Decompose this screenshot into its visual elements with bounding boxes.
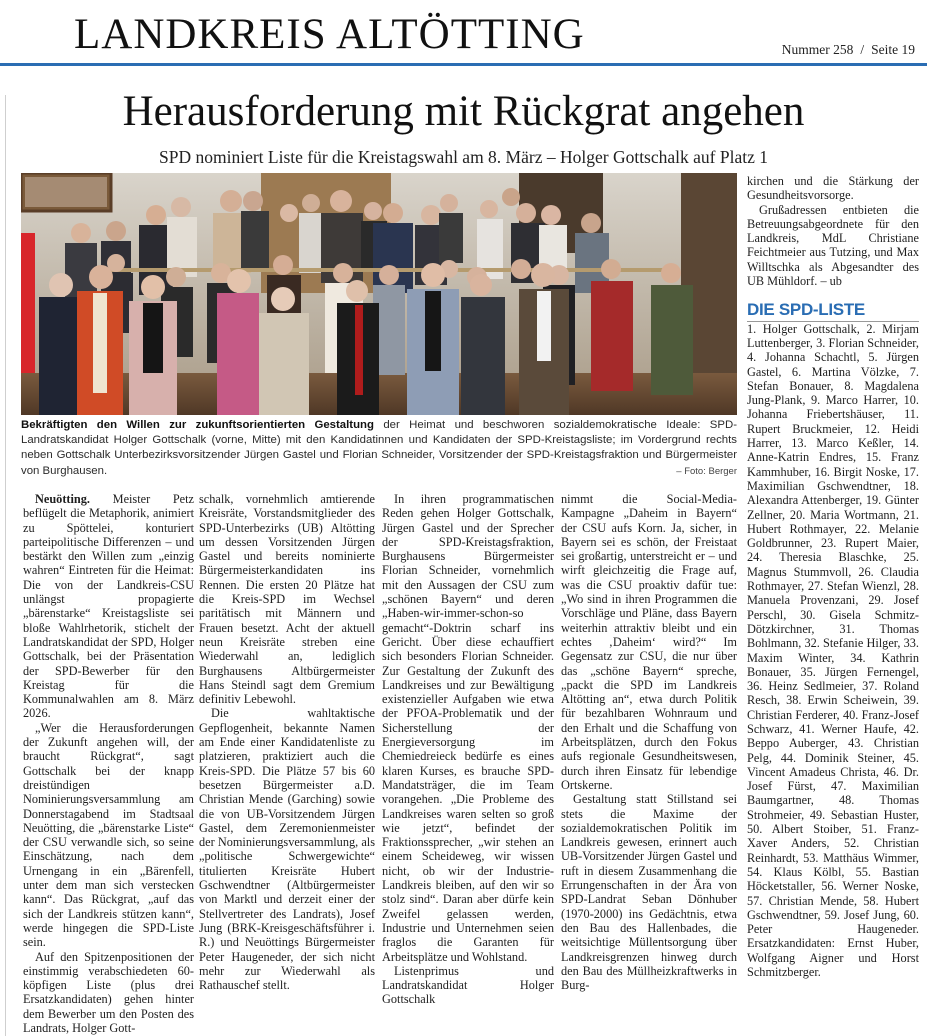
photo-caption (21, 418, 737, 479)
paragraph: nimmt die Social-Media-Kampagne „Daheim in Bayern“ der CSU aufs Korn. Ja, sicher, in Bayern sei es schön, der Freistaat sei großartig, unterstreicht er – und wirft gleichzeitig die Frage auf, was die CSU proaktiv dafür tue: „Wo sind in ihren Programmen die Vorschläge und Pläne, dass Bayern weiterhin attraktiv bleibt und ein echtes ‚Daheim‘ wird?“ Im Gegensatz zur CSU, die nur über das „schöne Bayern“ spreche, „packt die SPD im Landkreis Altötting an“, etwa durch Politik für bezahlbaren Wohnraum und den Erhalt und die Schaffung von Arbeitsplätzen, durch den Fokus aufs regionale Gesundheitswesen, durch ihren Einsatz für lebendige Ortskerne. (561, 492, 737, 792)
article-column-1 (23, 492, 194, 1035)
caption-lead: Bekräftigten den Willen zur zukunftsorientierten Gestaltung (21, 419, 374, 431)
paragraph-text: Meister Petz beflügelt die Metaphorik, animiert zu Spöttelei, konturiert parteipolitische Differenzen – und bestärkt den Willen zum „einzig wahren“ Eintreten für die Heimat: Die von der Landkreis-CSU unlängst propagierte „bärenstarke“ Kreistagsliste sei bloße Wahlrhetorik, stichelt der Landratskandidat der SPD, Holger Gottschalk, bei der Präsentation der SPD-Bewerber für den Kreistag für die Kommunalwahlen am 8. März 2026. (23, 492, 194, 721)
paragraph: Listenprimus und Landratskandidat Holger Gottschalk (382, 963, 554, 1007)
group-photo (21, 173, 737, 415)
spd-list-text: 1. Holger Gottschalk, 2. Mirjam Luttenberger, 3. Florian Schneider, 4. Johanna Schachtl, 5. Jürgen Gastel, 6. Martina Völzke, 7. Stefan Bonauer, 8. Magdalena Jung-Plank, 9. Marco Harrer, 10. Johanna Friebertshäuser, 11. Rupert Bruckmeier, 12. Heidi Harrer, 13. Marco Keßler, 14. Anne-Katrin Endres, 15. Franz Kammhuber, 16. Birgit Noske, 17. Maximilian Gschwendtner, 18. Alexandra Attenberger, 19. Günter Zellner, 20. Maria Wortmann, 21. Hubert Rothmayer, 22. Melanie Goldbrunner, 23. Rupert Maier, 24. Theresia Blaschke, 25. Magnus Stummvoll, 26. Claudia Rothmayer, 27. Stefan Wienzl, 28. Manuela Provenzani, 29. Josef Perschl, 30. Gisela Schmitz-Dötzkirchner, 31. Thomas Bohlmann, 32. Stefanie Hilger, 33. Maxim Winter, 34. Kathrin Bonauer, 35. Jürgen Fernengel, 36. Heinz Sedlmeier, 37. Roland Resch, 38. Erwin Scheiwein, 39. Christian Ferderer, 40. Franz-Josef Schwarz, 41. Werner Haufe, 42. Beppo Auberger, 43. Christian Pelg, 44. Dominik Steiner, 45. Vincent Amadeus Christa, 46. Dr. Josef Fürst, 47. Maximilian Baumgartner, 48. Thomas Strohmeier, 49. Sebastian Huster, 50. Albert Stoiber, 51. Franz-Xaver Anders, 52. Christian Reinhardt, 53. Matthäus Wimmer, 54. Klaus Kölbl, 55. Bastian Höcketstaller, 56. Werner Noske, 57. Christian Mende, 58. Hubert Gschwendtner, 59. Josef Jung, 60. Peter Haugeneder. Ersatzkandidaten: Ernst Huber, Wolfgang Aigner und Horst Schmitzberger. (747, 321, 919, 980)
page-margin-rule (5, 95, 6, 1036)
paragraph (23, 492, 194, 721)
section-title: LANDKREIS ALTÖTTING (74, 11, 585, 58)
paragraph: Die wahltaktische Gepflogenheit, bekannte Namen am Ende einer Kandidatenliste zu platzieren, praktiziert auch die Kreis-SPD. Die Plätze 57 bis 60 besetzen Bürgermeister a.D. Christian Mende (Garching) sowie die von UB-Vorsitzendem Jürgen Gastel, dem Zeremonienmeister der Nominierungsversammlung, als „politische Schwergewichte“ titulierten Kreisräte Hubert Gschwendtner (Altbürgermeister von Marktl und derzeit einer der Stellvertreter des Landrats), Josef Jung (BRK-Kreisgeschäftsführer i. R.) und Neuöttings Bürgermeister Peter Haugeneder, der sich nicht mehr zur Wiederwahl als Rathauschef stellt. (199, 706, 375, 993)
article-column-2 (199, 492, 375, 992)
masthead (0, 0, 927, 64)
article-column-5 (747, 174, 919, 979)
article-subheadline: SPD nominiert Liste für die Kreistagswahl am 8. März – Holger Gottschalk auf Platz 1 (159, 147, 768, 167)
paragraph: schalk, vornehmlich amtierende Kreisräte, Vorstandsmitglieder des SPD-Unterbezirks (UB) Altötting um dessen Vorsitzenden Jürgen Gastel und bereits nominierte Bürgermeisterkandidaten ins Rennen. Die ersten 20 Plätze hat die Kreis-SPD im Wechsel paritätisch mit Männern und Frauen besetzt. Acht der aktuell neun Kreisräte streben eine Wiederwahl an, lediglich Burghausens Altbürgermeister Hans Steindl sagt dem Gremium definitiv Lebewohl. (199, 492, 375, 707)
spd-list-heading: DIE SPD-LISTE (747, 303, 919, 321)
paragraph: Auf den Spitzenpositionen der einstimmig verabschiedeten 60-köpfigen Liste (plus drei Ersatzkandidaten) gehen hinter dem Bewerber um den Posten des Landrats, Holger Gott- (23, 949, 194, 1035)
article-column-3 (382, 492, 554, 1007)
article-headline: Herausforderung mit Rückgrat angehen (122, 88, 805, 135)
paragraph: Grußadressen entbieten die Betreuungsabgeordnete für den Landkreis, MdL Christiane Feichtmeier aus Tutzing, und Max Willtschka als Abgesandter des UB Mühldorf. – ub (747, 202, 919, 289)
photo-credit: – Foto: Berger (676, 465, 737, 477)
paragraph: Gestaltung statt Stillstand sei stets die Maxime der sozialdemokratischen Politik im Landkreis gewesen, erinnert auch UB-Vorsitzender Jürgen Gastel und ruft in diesem Zusammenhang die Errungenschaften in der Ära von SPD-Landrat Seban Dönhuber (1970-2000) ins Gedächtnis, etwa den Bau des Hallenbades, die weitsichtige Müllentsorgung über Landkreisgrenzen hinweg durch den Bau des Müllheizkraftwerks in Burg- (561, 792, 737, 993)
issue-separator: / (860, 42, 865, 57)
paragraph: In ihren programmatischen Reden gehen Holger Gottschalk, Jürgen Gastel und der Sprecher der SPD-Kreistagsfraktion, Burghausens Bürgermeister Florian Schneider, vornehmlich mit den Aussagen der CSU zum „schönen Bayern“ und deren „Haben-wir-immer-schon-so gemacht“-Doktrin scharf ins Gericht. Über diese echauffiert sich besonders Florian Schneider. Zur Gestaltung der Zukunft des Landkreises und zur Bewältigung existenzieller Aufgaben wie etwa der PFOA-Problematik und der Sicherstellung der Energieversorgung im Chemiedreieck bedürfe es eines klaren Kurses, es brauche SPD-Mandatsträger, die im Team vorangehen. „Die Probleme des Landkreises waren selten so groß wie jetzt“, befindet der Fraktionssprecher, „wir stehen an einem Scheideweg, wir wissen nicht, ob wir der Industrie-Landkreis bleiben, auf den wir so stolz sind“. Daran aber dürfe kein Zweifel gelassen werden, Industrie und Unternehmen seien fraglos die Garanten für Arbeitsplätze und Wohlstand. (382, 492, 554, 964)
article-column-4 (561, 492, 737, 992)
page-number: Seite 19 (871, 42, 915, 57)
paragraph: kirchen und die Stärkung der Gesundheitsvorsorge. (747, 174, 919, 203)
issue-number: Nummer 258 (781, 42, 854, 57)
group-photo-illustration (21, 173, 737, 415)
paragraph: „Wer die Herausforderungen der Zukunft angehen will, der braucht Rückgrat“, sagt Gottschalk bei der knapp dreistündigen Nominierungsversammlung am Donnerstagabend im Stadtsaal Neuötting, die „bärenstarke Liste“ der CSU verwandle sich, so seine Einschätzung, nach dem Urnengang in ein „Bärenfell, unter dem man sich verstecken kann“. Das Rückgrat, „auf das sich der Landkreis stützen kann“, werde hingegen die SPD-Liste sein. (23, 720, 194, 950)
caption-text: der Heimat und beschworen sozialdemokratische Ideale: SPD-Landratskandidat Holger Gottschalk (vorne, Mitte) mit den Kandidatinnen und Kandidaten der SPD-Kreistagsliste; im Vordergrund rechts neben Gottschalk Unterbezirksvorsitzender Jürgen Gastel und Florian Schneider, Vorsitzender der SPD-Kreistagsfraktion und Bürgermeister von Burghausen. (21, 419, 737, 477)
dateline: Neuötting. (35, 492, 90, 506)
issue-info (782, 42, 915, 58)
masthead-rule (0, 63, 927, 66)
